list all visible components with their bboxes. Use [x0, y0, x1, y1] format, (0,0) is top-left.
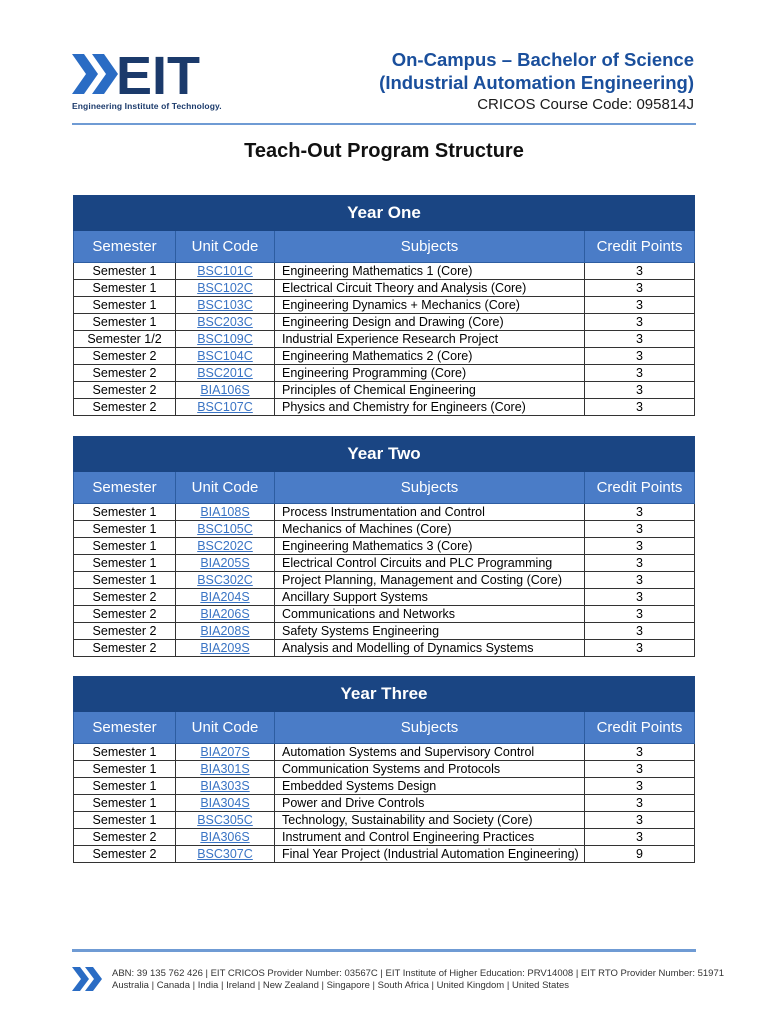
unit-code-link[interactable]: BIA304S — [200, 795, 250, 810]
table-row — [74, 812, 695, 829]
unit-code-cell — [176, 623, 275, 640]
table-row — [74, 399, 695, 416]
semester-cell: Semester 2 — [74, 623, 176, 640]
table-row — [74, 538, 695, 555]
credit-points-cell: 3 — [585, 348, 695, 365]
unit-code-link[interactable]: BIA206S — [200, 606, 250, 621]
credit-points-cell: 3 — [585, 812, 695, 829]
table-row — [74, 280, 695, 297]
unit-code-link[interactable]: BSC305C — [197, 812, 253, 827]
credit-points-cell: 3 — [585, 331, 695, 348]
table-row — [74, 846, 695, 863]
unit-code-link[interactable]: BSC104C — [197, 348, 253, 363]
table-row — [74, 640, 695, 657]
unit-code-link[interactable]: BIA303S — [200, 778, 250, 793]
unit-code-cell — [176, 812, 275, 829]
subject-cell: Engineering Mathematics 3 (Core) — [275, 538, 585, 555]
course-table — [73, 676, 695, 863]
subject-cell: Principles of Chemical Engineering — [275, 382, 585, 399]
credit-points-cell: 3 — [585, 778, 695, 795]
unit-code-cell — [176, 538, 275, 555]
year-title: Year One — [74, 196, 695, 231]
subject-cell: Engineering Programming (Core) — [275, 365, 585, 382]
semester-cell: Semester 1 — [74, 778, 176, 795]
unit-code-cell — [176, 572, 275, 589]
semester-cell: Semester 1/2 — [74, 331, 176, 348]
cricos-code: CRICOS Course Code: 095814J — [477, 96, 694, 113]
credit-points-column-header: Credit Points — [585, 231, 695, 263]
unit-code-link[interactable]: BIA208S — [200, 623, 250, 638]
table-row — [74, 348, 695, 365]
credit-points-column-header: Credit Points — [585, 472, 695, 504]
course-table — [73, 195, 695, 416]
credit-points-cell: 3 — [585, 521, 695, 538]
year-table-2 — [73, 436, 694, 657]
credit-points-column-header: Credit Points — [585, 712, 695, 744]
unit-code-link[interactable]: BSC103C — [197, 297, 253, 312]
semester-column-header: Semester — [74, 231, 176, 263]
semester-cell: Semester 1 — [74, 521, 176, 538]
unit-code-cell — [176, 778, 275, 795]
page-title: Teach-Out Program Structure — [244, 140, 524, 162]
semester-cell: Semester 1 — [74, 812, 176, 829]
footer-registration-line: ABN: 39 135 762 426 | EIT CRICOS Provider Number: 03567C | EIT Institute of Higher Education: PRV14008 | EIT RTO Provider Number: 51971 — [112, 968, 725, 979]
unit-code-link[interactable]: BIA306S — [200, 829, 250, 844]
unit-code-cell — [176, 365, 275, 382]
subject-cell: Communication Systems and Protocols — [275, 761, 585, 778]
subject-cell: Power and Drive Controls — [275, 795, 585, 812]
table-row — [74, 606, 695, 623]
unit-code-link[interactable]: BIA106S — [200, 382, 250, 397]
table-row — [74, 623, 695, 640]
course-table — [73, 436, 695, 657]
year-title: Year Two — [74, 437, 695, 472]
credit-points-cell: 3 — [585, 761, 695, 778]
subject-cell: Automation Systems and Supervisory Control — [275, 744, 585, 761]
unit-code-link[interactable]: BSC302C — [197, 572, 253, 587]
course-mode-title: On-Campus – Bachelor of Science — [391, 49, 694, 70]
course-heading — [379, 48, 694, 116]
subject-cell: Safety Systems Engineering — [275, 623, 585, 640]
unit-code-cell — [176, 589, 275, 606]
table-row — [74, 761, 695, 778]
credit-points-cell: 3 — [585, 297, 695, 314]
footer-divider — [72, 949, 696, 952]
subject-cell: Industrial Experience Research Project — [275, 331, 585, 348]
unit-code-link[interactable]: BSC102C — [197, 280, 253, 295]
unit-code-cell — [176, 795, 275, 812]
subject-cell: Technology, Sustainability and Society (Core) — [275, 812, 585, 829]
table-row — [74, 795, 695, 812]
table-row — [74, 331, 695, 348]
semester-cell: Semester 1 — [74, 297, 176, 314]
semester-cell: Semester 2 — [74, 640, 176, 657]
credit-points-cell: 3 — [585, 314, 695, 331]
unit-code-cell — [176, 263, 275, 280]
unit-code-column-header: Unit Code — [176, 712, 275, 744]
table-row — [74, 382, 695, 399]
subject-cell: Engineering Mathematics 2 (Core) — [275, 348, 585, 365]
subjects-column-header: Subjects — [275, 231, 585, 263]
semester-cell: Semester 2 — [74, 606, 176, 623]
semester-column-header: Semester — [74, 712, 176, 744]
unit-code-link[interactable]: BSC307C — [197, 846, 253, 861]
semester-cell: Semester 1 — [74, 314, 176, 331]
subject-cell: Ancillary Support Systems — [275, 589, 585, 606]
unit-code-link[interactable]: BIA108S — [200, 504, 250, 519]
unit-code-cell — [176, 504, 275, 521]
subject-cell: Instrument and Control Engineering Practices — [275, 829, 585, 846]
subject-cell: Analysis and Modelling of Dynamics Systems — [275, 640, 585, 657]
credit-points-cell: 3 — [585, 572, 695, 589]
semester-column-header: Semester — [74, 472, 176, 504]
table-row — [74, 314, 695, 331]
subject-cell: Mechanics of Machines (Core) — [275, 521, 585, 538]
semester-cell: Semester 1 — [74, 504, 176, 521]
credit-points-cell: 3 — [585, 504, 695, 521]
table-row — [74, 263, 695, 280]
eit-chevron-logo-icon — [72, 54, 118, 94]
subjects-column-header: Subjects — [275, 712, 585, 744]
unit-code-cell — [176, 761, 275, 778]
table-row — [74, 555, 695, 572]
semester-cell: Semester 1 — [74, 761, 176, 778]
credit-points-cell: 3 — [585, 829, 695, 846]
credit-points-cell: 9 — [585, 846, 695, 863]
unit-code-cell — [176, 297, 275, 314]
semester-cell: Semester 2 — [74, 589, 176, 606]
unit-code-link[interactable]: BIA204S — [200, 589, 250, 604]
unit-code-link[interactable]: BSC107C — [197, 399, 253, 414]
year-table-3 — [73, 676, 694, 863]
credit-points-cell: 3 — [585, 744, 695, 761]
credit-points-cell: 3 — [585, 589, 695, 606]
semester-cell: Semester 2 — [74, 382, 176, 399]
subject-cell: Electrical Control Circuits and PLC Programming — [275, 555, 585, 572]
credit-points-cell: 3 — [585, 399, 695, 416]
subject-cell: Engineering Design and Drawing (Core) — [275, 314, 585, 331]
unit-code-link[interactable]: BSC203C — [197, 314, 253, 329]
logo-tagline: Engineering Institute of Technology. — [72, 101, 222, 111]
footer-countries-line: Australia | Canada | India | Ireland | New Zealand | Singapore | South Africa | United Kingdom | United States — [112, 980, 569, 991]
subject-cell: Project Planning, Management and Costing (Core) — [275, 572, 585, 589]
table-row — [74, 829, 695, 846]
credit-points-cell: 3 — [585, 640, 695, 657]
credit-points-cell: 3 — [585, 555, 695, 572]
table-row — [74, 589, 695, 606]
credit-points-cell: 3 — [585, 623, 695, 640]
semester-cell: Semester 2 — [74, 348, 176, 365]
table-row — [74, 572, 695, 589]
course-major-title: (Industrial Automation Engineering) — [379, 72, 694, 93]
semester-cell: Semester 2 — [74, 365, 176, 382]
subject-cell: Engineering Dynamics + Mechanics (Core) — [275, 297, 585, 314]
unit-code-link[interactable]: BSC109C — [197, 331, 253, 346]
semester-cell: Semester 1 — [74, 795, 176, 812]
credit-points-cell: 3 — [585, 365, 695, 382]
semester-cell: Semester 2 — [74, 399, 176, 416]
semester-cell: Semester 1 — [74, 555, 176, 572]
credit-points-cell: 3 — [585, 795, 695, 812]
credit-points-cell: 3 — [585, 263, 695, 280]
credit-points-cell: 3 — [585, 382, 695, 399]
table-row — [74, 744, 695, 761]
semester-cell: Semester 1 — [74, 538, 176, 555]
subject-cell: Physics and Chemistry for Engineers (Core) — [275, 399, 585, 416]
unit-code-link[interactable]: BIA209S — [200, 640, 250, 655]
unit-code-cell — [176, 640, 275, 657]
credit-points-cell: 3 — [585, 606, 695, 623]
unit-code-column-header: Unit Code — [176, 472, 275, 504]
unit-code-link[interactable]: BSC101C — [197, 263, 253, 278]
subject-cell: Final Year Project (Industrial Automation Engineering) — [275, 846, 585, 863]
subject-cell: Electrical Circuit Theory and Analysis (Core) — [275, 280, 585, 297]
unit-code-link[interactable]: BSC105C — [197, 521, 253, 536]
unit-code-cell — [176, 744, 275, 761]
footer-chevron-icon — [72, 965, 108, 993]
table-row — [74, 297, 695, 314]
unit-code-cell — [176, 280, 275, 297]
subject-cell: Communications and Networks — [275, 606, 585, 623]
unit-code-cell — [176, 331, 275, 348]
semester-cell: Semester 1 — [74, 263, 176, 280]
unit-code-column-header: Unit Code — [176, 231, 275, 263]
logo-wordmark: EIT — [116, 46, 201, 106]
table-row — [74, 778, 695, 795]
unit-code-link[interactable]: BSC202C — [197, 538, 253, 553]
unit-code-cell — [176, 846, 275, 863]
credit-points-cell: 3 — [585, 538, 695, 555]
header-divider — [72, 123, 696, 125]
unit-code-cell — [176, 399, 275, 416]
table-row — [74, 521, 695, 538]
credit-points-cell: 3 — [585, 280, 695, 297]
semester-cell: Semester 1 — [74, 572, 176, 589]
semester-cell: Semester 1 — [74, 744, 176, 761]
unit-code-link[interactable]: BSC201C — [197, 365, 253, 380]
document-header — [0, 0, 768, 130]
unit-code-link[interactable]: BIA301S — [200, 761, 250, 776]
unit-code-link[interactable]: BIA205S — [200, 555, 250, 570]
subject-cell: Embedded Systems Design — [275, 778, 585, 795]
unit-code-cell — [176, 829, 275, 846]
unit-code-cell — [176, 382, 275, 399]
subject-cell: Process Instrumentation and Control — [275, 504, 585, 521]
semester-cell: Semester 2 — [74, 829, 176, 846]
subject-cell: Engineering Mathematics 1 (Core) — [275, 263, 585, 280]
year-title: Year Three — [74, 677, 695, 712]
unit-code-cell — [176, 521, 275, 538]
year-table-1 — [73, 195, 694, 416]
unit-code-cell — [176, 606, 275, 623]
subjects-column-header: Subjects — [275, 472, 585, 504]
semester-cell: Semester 2 — [74, 846, 176, 863]
table-row — [74, 504, 695, 521]
unit-code-cell — [176, 555, 275, 572]
semester-cell: Semester 1 — [74, 280, 176, 297]
unit-code-cell — [176, 314, 275, 331]
unit-code-link[interactable]: BIA207S — [200, 744, 250, 759]
unit-code-cell — [176, 348, 275, 365]
table-row — [74, 365, 695, 382]
